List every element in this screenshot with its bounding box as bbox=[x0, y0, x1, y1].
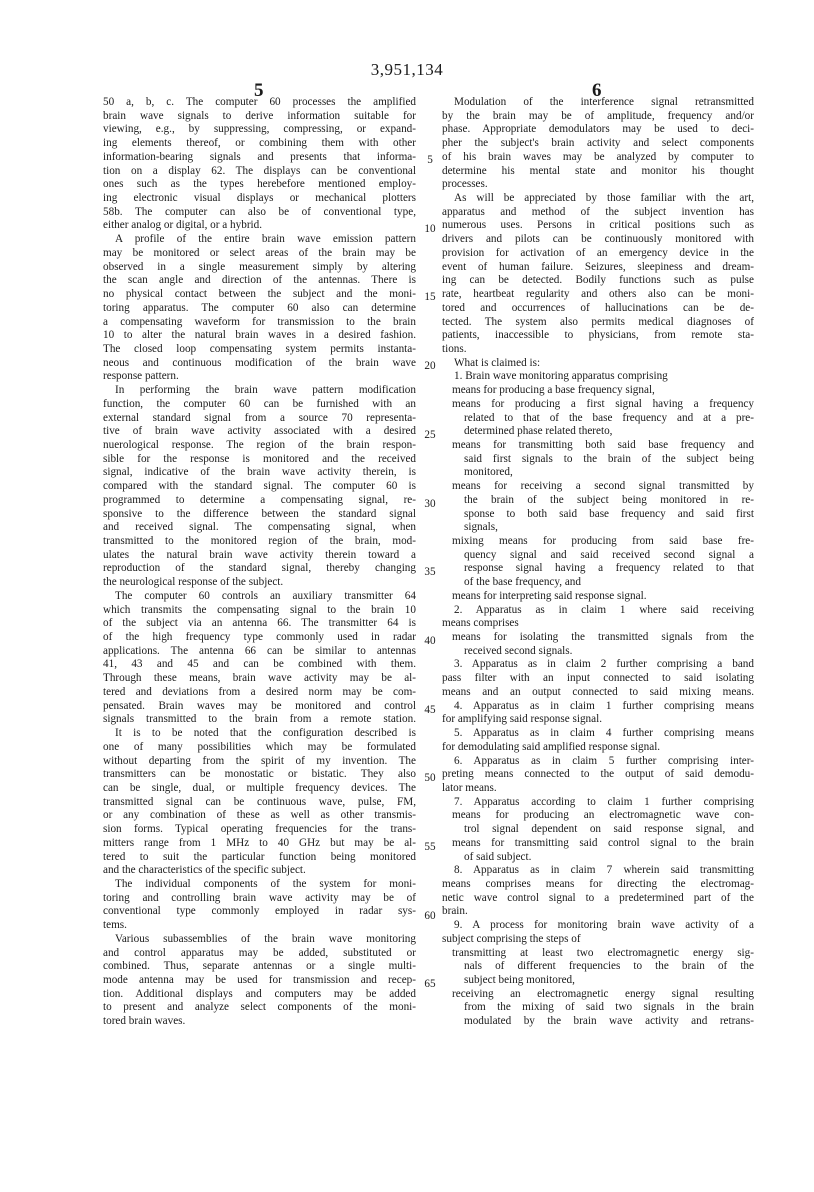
text-line: or any combination of these as well as other transmis- bbox=[103, 809, 416, 822]
line-number: 35 bbox=[424, 566, 436, 579]
text-line: means for interpreting said response signal. bbox=[452, 589, 647, 602]
text-line: ones such as the types herebefore mentioned employ- bbox=[103, 178, 416, 191]
text-line: pensated. Brain waves may be monitored and control bbox=[103, 699, 416, 712]
text-line: transmitting at least two electromagnetic energy sig- bbox=[452, 946, 754, 959]
text-line: preting means connected to the output of said demodu- bbox=[442, 768, 754, 781]
text-line: of the high frequency type commonly used in radar bbox=[103, 631, 416, 644]
text-line: tored and occurrences of hallucinations can be de- bbox=[442, 301, 754, 314]
text-line: What is claimed is: bbox=[454, 356, 541, 369]
line-number: 50 bbox=[424, 772, 436, 785]
text-line: monitored, bbox=[464, 466, 513, 479]
text-line: signals transmitted to the brain from a remote station. bbox=[103, 713, 416, 726]
text-line: phase. Appropriate demodulators may be used to deci- bbox=[442, 123, 754, 136]
text-line: apparatus and method of the subject invention has bbox=[442, 205, 754, 218]
text-line: 5. Apparatus as in claim 4 further comprising means bbox=[454, 727, 754, 740]
text-line: sion forms. Typical operating frequencies for the trans- bbox=[103, 823, 416, 836]
text-line: tored brain waves. bbox=[103, 1015, 186, 1028]
text-line: mixing means for producing from said base fre- bbox=[452, 535, 754, 547]
text-line: the scan angle and direction of the antennas. There is bbox=[103, 274, 416, 287]
text-line: lator means. bbox=[442, 781, 497, 794]
text-line: pher the subject's brain activity and select components bbox=[442, 137, 754, 150]
text-line: mode antenna may be used for transmission and recep- bbox=[103, 974, 416, 986]
text-line: A profile of the entire brain wave emission pattern bbox=[115, 233, 416, 246]
line-number: 55 bbox=[424, 841, 436, 853]
text-line: applications. The antenna 66 can be similar to antennas bbox=[103, 644, 416, 657]
text-line: means comprises means for directing the electromag- bbox=[442, 877, 754, 890]
text-line: means for transmitting said control signal to the brain bbox=[452, 836, 754, 849]
text-line: tected. The system also permits medical diagnoses of bbox=[442, 315, 754, 328]
text-line: and the characteristics of the specific subject. bbox=[103, 864, 306, 877]
text-line: of the base frequency, and bbox=[464, 576, 581, 589]
text-line: the neurological response of the subject. bbox=[103, 576, 284, 589]
text-line: The individual components of the system for moni- bbox=[115, 877, 416, 890]
text-line: conventional type commonly employed in radar sys- bbox=[103, 905, 416, 918]
text-line: drivers and pilots can be continuously monitored with bbox=[442, 233, 754, 246]
text-line: tion on a display 62. The displays can be conventional bbox=[103, 164, 416, 177]
line-number: 30 bbox=[424, 497, 436, 510]
text-line: toring and controlling brain wave activity may be of bbox=[103, 891, 416, 904]
text-line: In performing the brain wave pattern modification bbox=[115, 384, 416, 397]
text-line: tered and deviations from a desired norm may be com- bbox=[103, 685, 416, 698]
text-line: a compensating waveform for transmission to the brain bbox=[103, 315, 416, 328]
text-line: subject being monitored, bbox=[464, 974, 575, 986]
text-line: reproduction of the standard signal, thereby changing bbox=[103, 562, 416, 575]
text-line: neous and continuous modification of the brain wave bbox=[103, 356, 416, 369]
text-line: pass filter with an input connected to said isolating bbox=[442, 672, 754, 685]
text-line: Modulation of the interference signal retransmitted bbox=[454, 96, 754, 108]
text-line: The computer 60 controls an auxiliary transmitter 64 bbox=[115, 589, 416, 602]
text-line: either analog or digital, or a hybrid. bbox=[103, 219, 263, 232]
text-line: and received signal. The compensating signal, when bbox=[103, 521, 416, 534]
text-line: means for producing an electromagnetic wave con- bbox=[452, 809, 754, 822]
text-line: Through these means, brain wave activity may be al- bbox=[103, 672, 416, 685]
text-line: It is to be noted that the configuration described is bbox=[115, 727, 416, 740]
line-number: 45 bbox=[424, 703, 436, 716]
text-line: no physical contact between the subject and the moni- bbox=[103, 288, 416, 301]
text-line: signal, indicative of the brain wave activity therein, is bbox=[103, 466, 416, 479]
text-line: As will be appreciated by those familiar with the art, bbox=[454, 192, 754, 205]
text-line: netic wave control signal to a predetermined part of the bbox=[442, 891, 754, 904]
text-line: without departing from the spirit of my invention. The bbox=[103, 754, 416, 767]
text-line: transmitters can be monostatic or bistatic. They also bbox=[103, 768, 416, 781]
text-line: and control apparatus may be added, substituted or bbox=[103, 946, 416, 959]
line-number: 60 bbox=[424, 909, 436, 922]
text-line: brain. bbox=[442, 905, 468, 918]
text-line: observed in a single measurement simply by altering bbox=[103, 260, 416, 273]
text-line: quency signal and said received second signal a bbox=[464, 548, 754, 561]
text-line: determine his mental state and monitor his thought bbox=[442, 164, 754, 177]
text-line: mitters range from 1 MHz to 40 GHz but may be al- bbox=[103, 836, 416, 849]
text-line: 3. Apparatus as in claim 2 further comprising a band bbox=[454, 658, 754, 671]
text-line: tions. bbox=[442, 342, 467, 355]
text-line: of said subject. bbox=[464, 850, 532, 863]
text-line: 2. Apparatus as in claim 1 where said receiving bbox=[454, 603, 754, 616]
line-number: 20 bbox=[424, 360, 436, 373]
text-line: receiving an electromagnetic energy signal resulting bbox=[452, 987, 754, 1000]
text-line: information-bearing signals and presents that informa- bbox=[103, 150, 416, 163]
text-line: transmitted signal can be continuous wave, pulse, FM, bbox=[103, 795, 416, 808]
text-line: signals, bbox=[464, 521, 498, 534]
text-line: tered to suit the particular function being monitored bbox=[103, 850, 416, 863]
text-line: tive of brain wave activity associated with a desired bbox=[103, 425, 416, 438]
text-line: one of many possibilities which may be formulated bbox=[103, 740, 416, 753]
left-column bbox=[103, 96, 416, 1029]
text-line: 50 a, b, c. The computer 60 processes the amplified bbox=[103, 96, 416, 108]
text-line: ulates the natural brain wave activity therein toward a bbox=[103, 548, 416, 561]
text-line: subject comprising the steps of bbox=[442, 932, 581, 945]
text-line: tems. bbox=[103, 919, 127, 932]
text-line: external standard signal from a source 70 representa- bbox=[103, 411, 416, 424]
text-line: 4. Apparatus as in claim 1 further comprising means bbox=[454, 699, 754, 712]
text-line: 10 to alter the natural brain waves in a desired fashion. bbox=[103, 329, 416, 342]
text-line: toring apparatus. The computer 60 also can determine bbox=[103, 301, 416, 314]
text-line: from the mixing of said two signals in the brain bbox=[464, 1001, 754, 1014]
text-line: 1. Brain wave monitoring apparatus comprising bbox=[454, 370, 668, 383]
text-line: nuerological response. The region of the brain respon- bbox=[103, 438, 416, 451]
text-line: may be monitored or select areas of the brain may be bbox=[103, 246, 416, 259]
text-line: combined. Thus, separate antennas or a single multi- bbox=[103, 960, 416, 973]
page-number-left: 5 bbox=[254, 80, 264, 101]
line-number: 15 bbox=[424, 291, 436, 304]
text-line: 41, 43 and 45 and can be combined with them. bbox=[103, 658, 416, 671]
right-column bbox=[442, 96, 754, 1029]
text-line: for amplifying said response signal. bbox=[442, 713, 603, 726]
text-line: function, the computer 60 can be furnished with an bbox=[103, 397, 416, 410]
text-line: sponsive to the difference between the standard signal bbox=[103, 507, 416, 520]
text-line: patients, inaccessible to physicians, from remote sta- bbox=[442, 329, 754, 342]
text-line: means for transmitting both said base frequency and bbox=[452, 438, 754, 451]
line-number: 10 bbox=[424, 222, 436, 235]
text-line: Various subassemblies of the brain wave monitoring bbox=[115, 932, 416, 945]
text-line: programmed to determine a compensating signal, re- bbox=[103, 493, 416, 506]
text-line: processes. bbox=[442, 178, 488, 191]
text-line: for demodulating said amplified response signal. bbox=[442, 740, 661, 753]
text-line: means for producing a base frequency signal, bbox=[452, 384, 655, 397]
line-number: 65 bbox=[424, 978, 436, 991]
text-line: response signal having a frequency related to that bbox=[464, 562, 754, 575]
text-line: rate, heartbeat regularity and others also can be moni- bbox=[442, 288, 754, 301]
text-line: brain wave signals to derive information suitable for bbox=[103, 109, 416, 122]
text-line: tion. Additional displays and computers may be added bbox=[103, 987, 416, 1000]
text-line: by the brain may be of amplitude, frequency and/or bbox=[442, 109, 754, 122]
text-line: means for isolating the transmitted signals from the bbox=[452, 631, 754, 644]
text-line: trol signal dependent on said response signal, and bbox=[464, 823, 754, 836]
text-line: 8. Apparatus as in claim 7 wherein said transmitting bbox=[454, 864, 754, 877]
line-number: 5 bbox=[427, 154, 433, 166]
text-line: 7. Apparatus according to claim 1 further comprising bbox=[454, 795, 754, 808]
text-line: the brain of the subject being monitored in re- bbox=[464, 493, 754, 506]
text-line: to present and analyze select components of the moni- bbox=[103, 1001, 416, 1014]
text-line: compared with the standard signal. The computer 60 is bbox=[103, 480, 416, 493]
text-line: 9. A process for monitoring brain wave activity of a bbox=[454, 919, 754, 932]
text-line: received second signals. bbox=[464, 644, 573, 657]
text-line: determined phase related thereto, bbox=[464, 425, 613, 438]
text-line: of his brain waves may be analyzed by computer to bbox=[442, 150, 754, 163]
line-number: 40 bbox=[424, 634, 436, 647]
text-line: ing elements thereof, or combining them with other bbox=[103, 137, 416, 150]
text-line: of the subject via an antenna 66. The transmitter 64 is bbox=[103, 617, 416, 630]
text-line: nals of different frequencies to the brain of the bbox=[464, 960, 754, 973]
text-line: numerous uses. Persons in critical positions such as bbox=[442, 219, 754, 232]
text-line: can be single, dual, or multiple frequency devices. The bbox=[103, 781, 416, 794]
text-line: 58b. The computer can also be of conventional type, bbox=[103, 205, 416, 218]
text-line: means for producing a first signal having a frequency bbox=[452, 397, 754, 410]
text-line: means comprises bbox=[442, 617, 519, 630]
patent-number: 3,951,134 bbox=[370, 60, 444, 79]
text-line: means for receiving a second signal transmitted by bbox=[452, 480, 754, 493]
line-number: 25 bbox=[424, 428, 436, 441]
text-line: sponse to both said base frequency and said first bbox=[464, 507, 754, 520]
text-line: response pattern. bbox=[103, 370, 179, 383]
text-line: which transmits the compensating signal to the brain 10 bbox=[103, 603, 416, 616]
text-line: event of human failure. Seizures, sleepiness and dream- bbox=[442, 260, 754, 273]
text-line: ing electronic visual displays or mechanical plotters bbox=[103, 192, 416, 205]
text-line: The closed loop compensating system permits instanta- bbox=[103, 342, 416, 355]
text-line: means and an output connected to said mixing means. bbox=[442, 685, 754, 698]
page-number-right: 6 bbox=[592, 80, 602, 101]
text-line: said first signals to the brain of the subject being bbox=[464, 452, 754, 465]
text-line: provision for activation of an emergency device in the bbox=[442, 246, 754, 259]
text-line: sible for the response is monitored and the received bbox=[103, 452, 416, 465]
text-line: related to that of the base frequency and at a pre- bbox=[464, 411, 754, 424]
text-line: transmitted to the monitored region of the brain, mod- bbox=[103, 535, 416, 547]
text-line: 6. Apparatus as in claim 5 further comprising inter- bbox=[454, 754, 754, 767]
text-line: viewing, e.g., by suppressing, compressing, or expand- bbox=[103, 123, 416, 136]
text-line: ing can be detected. Bodily functions such as pulse bbox=[442, 274, 754, 287]
text-line: modulated by the brain wave activity and retrans- bbox=[464, 1015, 754, 1028]
